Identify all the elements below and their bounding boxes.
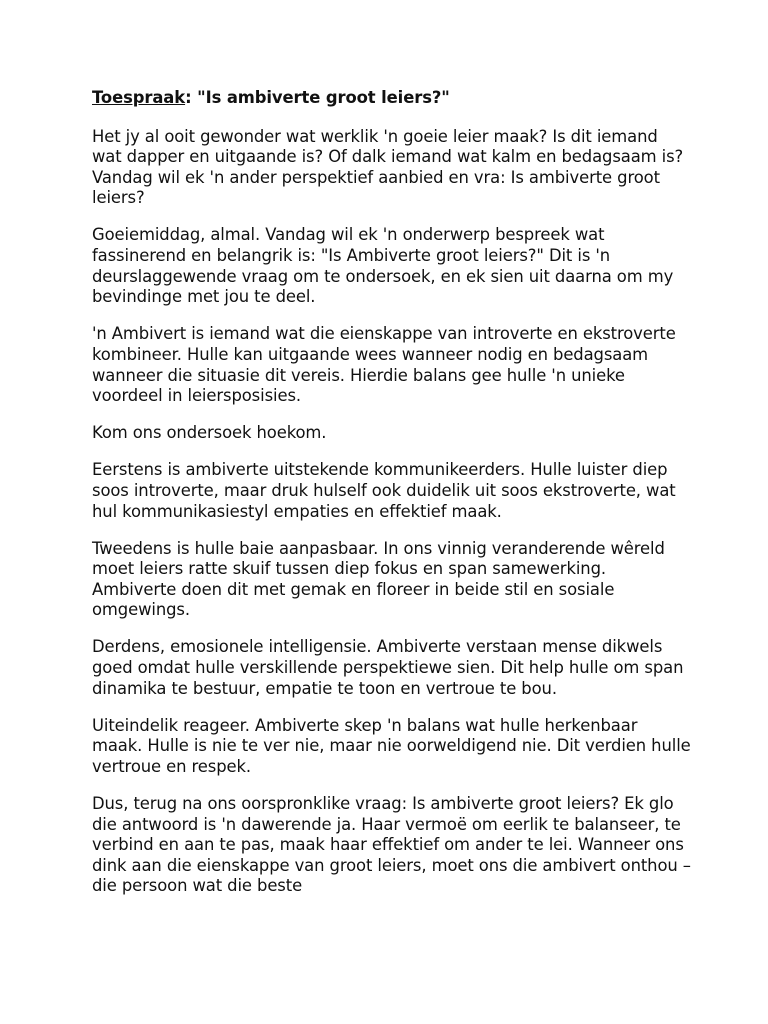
paragraph-second-point: Tweedens is hulle baie aanpasbaar. In ons vinnig veranderende wêreld moet leiers ratte skuif tussen diep fokus en span samewerking. Ambiverte doen dit met gemak en floreer in beide stil en sosiale omgewings. [92, 538, 665, 620]
title-label: Toespraak [92, 88, 186, 107]
paragraph-fourth-point: Uiteindelik reageer. Ambiverte skep 'n balans wat hulle herkenbaar maak. Hulle is nie te ver nie, maar nie oorweldigend nie. Dit verdien hulle vertroue en respek. [92, 715, 691, 776]
paragraph-definition: 'n Ambivert is iemand wat die eienskappe van introverte en ekstroverte kombineer. Hulle kan uitgaande wees wanneer nodig en bedagsaam wanneer die situasie dit vereis. Hierdie balans gee hulle 'n unieke voordeel in leiersposisies. [92, 324, 676, 406]
paragraph-intro: Het jy al ooit gewonder wat werklik 'n goeie leier maak? Is dit iemand wat dapper en uitgaande is? Of dalk iemand wat kalm en bedagsaam is? Vandag wil ek 'n ander perspektief aanbied en vra: Is ambiverte groot leiers? [92, 126, 684, 208]
paragraph-third-point: Derdens, emosionele intelligensie. Ambiverte verstaan mense dikwels goed omdat hulle verskillende perspektiewe sien. Dit help hulle om span dinamika te bestuur, empatie te toon en vertroue te bou. [92, 637, 684, 698]
paragraph-conclusion: Dus, terug na ons oorspronklike vraag: Is ambiverte groot leiers? Ek glo die antwoord is 'n dawerende ja. Haar vermoë om eerlik te balanseer, te verbind en aan te pas, maak haar effektief om ander te lei. Wanneer ons dink aan die eienskappe van groot leiers, moet ons die ambivert onthou – die persoon wat die beste [92, 794, 691, 896]
paragraph-transition: Kom ons ondersoek hoekom. [92, 423, 327, 443]
paragraph-first-point: Eerstens is ambiverte uitstekende kommunikeerders. Hulle luister diep soos introverte, maar druk hulself ook duidelik uit soos ekstroverte, wat hul kommunikasiestyl empaties en effektief maak. [92, 460, 676, 521]
document-title [92, 88, 692, 109]
paragraph-greeting: Goeiemiddag, almal. Vandag wil ek 'n onderwerp bespreek wat fassinerend en belangrik is: "Is Ambiverte groot leiers?" Dit is 'n deurslaggewende vraag om te ondersoek, en ek sien uit daarna om my bevindinge met jou te deel. [92, 225, 674, 307]
document-page [92, 88, 692, 914]
title-text: "Is ambiverte groot leiers?" [197, 88, 450, 107]
title-separator: : [185, 88, 198, 107]
